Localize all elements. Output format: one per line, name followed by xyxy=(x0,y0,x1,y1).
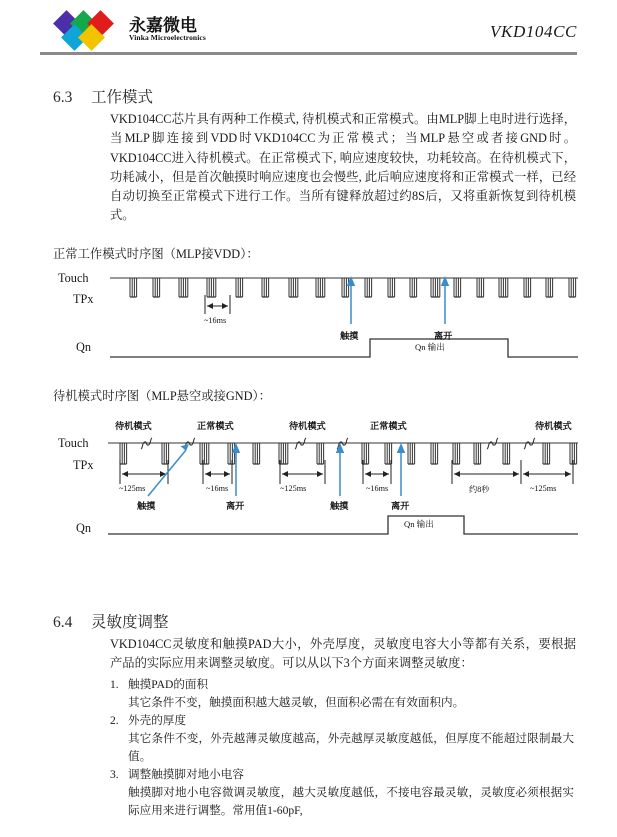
diagram-2-mode-label-3: 待机模式 xyxy=(289,421,326,432)
diagram-1-tpx-label: TPx xyxy=(73,292,94,306)
diagram-2-mode-label-5: 待机模式 xyxy=(535,421,572,432)
diagram-2-mode-label-2: 正常模式 xyxy=(197,421,234,432)
diagram-1-waveforms xyxy=(40,266,585,366)
diagram-2-annotation-4: 离开 xyxy=(391,501,410,512)
diagram-2-qn-waveform xyxy=(108,516,578,534)
section-64-number: 6.4 xyxy=(53,614,73,631)
list-item-2-marker: 2. xyxy=(110,714,119,727)
diagram-2-touch-label: Touch xyxy=(58,436,89,450)
timing-diagram-standby-mode xyxy=(40,408,585,548)
diagram-1-event-arrows xyxy=(347,276,449,324)
list-item-1-title: 触摸PAD的面积 xyxy=(128,678,209,691)
diagram-2-qn-label: Qn xyxy=(76,521,92,535)
diagram-1-qn-label: Qn xyxy=(76,340,92,354)
diagram-2-qn-output-label: Qn 输出 xyxy=(404,519,434,529)
diagram-1-qn-output-label: Qn 输出 xyxy=(415,342,445,352)
timing-diagram-normal-mode xyxy=(40,266,585,366)
list-item-3-body: 触摸脚对地小电容微调灵敏度，越大灵敏度越低，不接电容最灵敏，灵敏度必须根据实际应用来进行调整。常用值1-60pF, xyxy=(128,786,574,818)
diagram-1-dimension-bracket xyxy=(205,295,230,314)
section-63-paragraph: VKD104CC芯片具有两种工作模式, 待机模式和正常模式。由MLP脚上电时进行选择，当MLP脚连接到VDD时VKD104CC为正常模式；当MLP悬空或者接GND时。VKD104CC进入待机模式。在正常模式下, 响应速度较快，功耗较高。在待机模式下，功耗减小，但是首次触摸时响应速度也会慢些, 此后响应速度将和正常模式一样，已经自动切换至正常模式下进行工作。当所有键释放超过约8S后，又将重新恢复到待机模式。 xyxy=(110,112,576,223)
diagram-2-mode-label-4: 正常模式 xyxy=(370,421,407,432)
logo-english-name: Vinka Microelectronics xyxy=(129,33,206,42)
diagram-2-dimension-label-4: ~16ms xyxy=(366,484,389,493)
section-64-heading xyxy=(53,610,169,632)
diagram-2-mode-label-1: 待机模式 xyxy=(115,421,152,432)
diagram-2-dimension-label-6: ~125ms xyxy=(530,484,557,493)
diagram-2-dimension-label-3: ~125ms xyxy=(280,484,307,493)
logo-chinese-name: 永嘉微电 xyxy=(129,16,197,36)
diagram-1-caption: 正常工作模式时序图（MLP接VDD）： xyxy=(53,247,259,261)
diagram-2-annotation-3: 触摸 xyxy=(330,501,349,512)
section-64-title: 灵敏度调整 xyxy=(91,614,169,631)
header-divider xyxy=(40,52,577,55)
diagram-2-dimension-label-2: ~16ms xyxy=(206,484,229,493)
list-item-1-marker: 1. xyxy=(110,678,119,691)
company-logo xyxy=(57,13,206,48)
section-63-heading xyxy=(53,85,153,107)
section-64-paragraph: VKD104CC灵敏度和触摸PAD大小，外壳厚度，灵敏度电容大小等都有关系，要根据产品的实际应用来调整灵敏度。可以从以下3个方面来调整灵敏度： xyxy=(110,637,576,671)
list-item-3-marker: 3. xyxy=(110,768,119,781)
list-item-3-title: 调整触摸脚对地小电容 xyxy=(128,768,244,781)
section-63-title: 工作模式 xyxy=(91,89,154,106)
diagram-1-dimension-label: ~16ms xyxy=(204,316,227,325)
page-header xyxy=(0,0,617,60)
logo-diamonds-icon xyxy=(57,13,129,47)
diagram-2-tpx-label: TPx xyxy=(73,458,94,472)
list-item-2-title: 外壳的厚度 xyxy=(128,714,186,727)
diagram-2-annotation-2: 离开 xyxy=(226,501,245,512)
diagram-2-caption: 待机模式时序图（MLP悬空或接GND）： xyxy=(53,389,271,403)
part-number: VKD104CC xyxy=(490,22,577,41)
diagram-2-annotation-1: 触摸 xyxy=(137,501,156,512)
diagram-1-touch-label: Touch xyxy=(58,271,89,285)
diagram-2-dimension-label-5: 约8秒 xyxy=(469,485,490,494)
diagram-1-release-annotation: 离开 xyxy=(434,331,453,342)
list-item-2-body: 其它条件不变，外壳越薄灵敏度越高，外壳越厚灵敏度越低，但厚度不能超过限制最大值。 xyxy=(128,732,574,764)
diagram-2-dimension-label-1: ~125ms xyxy=(119,484,146,493)
diagram-1-touch-annotation: 触摸 xyxy=(340,331,359,342)
section-63-number: 6.3 xyxy=(53,89,73,106)
diagram-2-burst-group xyxy=(120,443,577,464)
list-item-1-body: 其它条件不变，触摸面积越大越灵敏，但面积必需在有效面积内。 xyxy=(128,696,465,709)
